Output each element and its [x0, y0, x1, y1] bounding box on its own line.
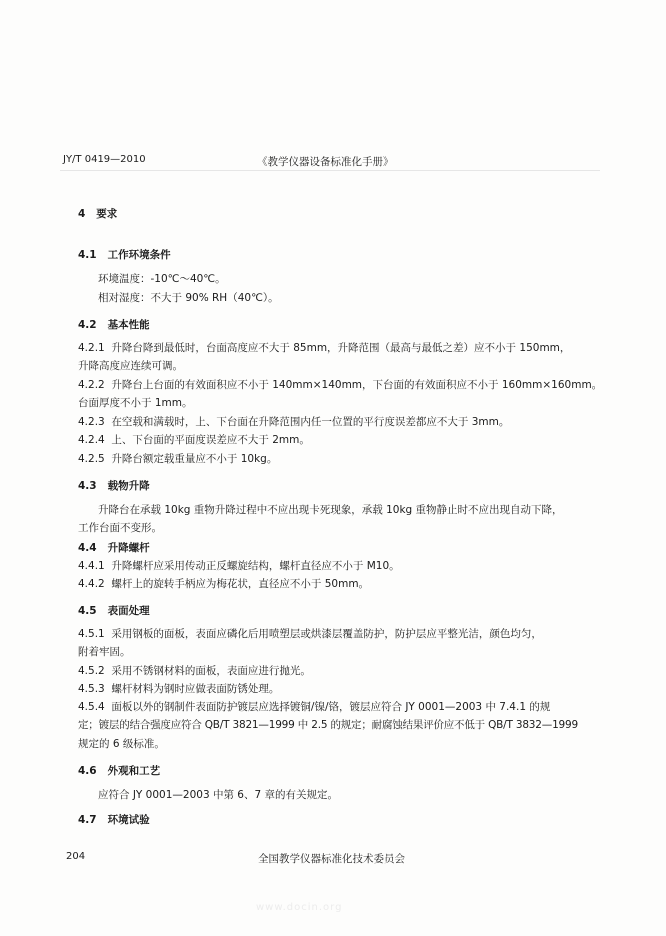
- clause-4-2-5: [78, 452, 277, 466]
- heading-4-3: [78, 479, 150, 493]
- paragraph-line: 环境温度：-10℃～40℃。: [98, 273, 226, 285]
- heading-4-1: [78, 248, 171, 262]
- paragraph-line: 相对湿度：不大于 90% RH（40℃）。: [98, 292, 279, 304]
- section-title: 工作环境条件: [107, 249, 171, 261]
- paragraph-line: 工作台面不变形。: [78, 522, 162, 534]
- heading-4-4: [78, 541, 150, 555]
- clause-text: 螺杆材料为钢时应做表面防锈处理。: [111, 683, 280, 695]
- clause-number: 4.5.2: [78, 665, 105, 677]
- heading-4-5: [78, 604, 150, 618]
- clause-4-4-2: [78, 577, 369, 591]
- section-number: 4.3: [78, 480, 97, 492]
- header-divider: [60, 170, 600, 171]
- clause-number: 4.2.4: [78, 434, 105, 446]
- section-number: 4: [78, 208, 86, 220]
- committee-name: 全国教学仪器标准化技术委员会: [258, 853, 405, 865]
- clause-4-4-1: [78, 559, 400, 573]
- section-number: 4.2: [78, 319, 97, 331]
- section-title: 环境试验: [107, 814, 150, 826]
- heading-4: [78, 207, 117, 221]
- section-title: 升降螺杆: [107, 542, 150, 554]
- paragraph-line: 台面厚度不小于 1mm。: [78, 397, 193, 409]
- clause-number: 4.5.1: [78, 628, 105, 640]
- clause-number: 4.2.1: [78, 342, 105, 354]
- clause-text: 面板以外的钢制件表面防护镀层应选择镀铜/镍/铬，镀层应符合 JY 0001—2003 中 7.4.1 的规: [111, 701, 551, 713]
- page-number: 204: [66, 851, 86, 862]
- clause-number: 4.5.4: [78, 701, 105, 713]
- section-number: 4.1: [78, 249, 97, 261]
- clause-4-5-3: [78, 682, 279, 696]
- clause-number: 4.4.1: [78, 560, 105, 572]
- clause-4-2-3: [78, 415, 509, 429]
- clause-number: 4.4.2: [78, 578, 105, 590]
- section-number: 4.4: [78, 542, 97, 554]
- clause-number: 4.5.3: [78, 683, 105, 695]
- paragraph-line: 规定的 6 级标准。: [78, 738, 165, 750]
- clause-number: 4.2.3: [78, 416, 105, 428]
- section-title: 载物升降: [107, 480, 150, 492]
- clause-text: 上、下台面的平面度误差应不大于 2mm。: [111, 434, 310, 446]
- clause-text: 在空载和满载时，上、下台面在升降范围内任一位置的平行度误差都应不大于 3mm。: [111, 416, 510, 428]
- clause-text: 采用钢板的面板，表面应磷化后用喷塑层或烘漆层覆盖防护，防护层应平整光洁，颜色均匀，: [111, 628, 542, 640]
- section-title: 要求: [96, 208, 118, 220]
- clause-4-5-4: [78, 700, 550, 714]
- section-number: 4.6: [78, 765, 97, 777]
- paragraph-line: 升降台在承载 10kg 重物升降过程中不应出现卡死现象，承载 10kg 重物静止时不应出现自动下降，: [98, 504, 563, 516]
- paragraph-line: 定；镀层的结合强度应符合 QB/T 3821—1999 中 2.5 的规定；耐腐蚀结果评价应不低于 QB/T 3832—1999: [78, 719, 578, 731]
- standard-code: JY/T 0419—2010: [63, 154, 146, 165]
- heading-4-6: [78, 764, 160, 778]
- paragraph-line: 应符合 JY 0001—2003 中第 6、7 章的有关规定。: [98, 789, 339, 801]
- handbook-title: 《教学仪器设备标准化手册》: [257, 156, 394, 168]
- section-title: 表面处理: [107, 605, 150, 617]
- clause-number: 4.2.5: [78, 453, 105, 465]
- clause-4-2-4: [78, 433, 310, 447]
- clause-text: 采用不锈钢材料的面板，表面应进行抛光。: [111, 665, 311, 677]
- section-title: 基本性能: [107, 319, 150, 331]
- clause-number: 4.2.2: [78, 379, 105, 391]
- paragraph-line: 附着牢固。: [78, 646, 131, 658]
- watermark-text: www.docin.org: [256, 902, 343, 913]
- clause-4-2-1: [78, 341, 570, 355]
- clause-4-5-2: [78, 664, 311, 678]
- clause-4-5-1: [78, 627, 542, 641]
- clause-text: 螺杆上的旋转手柄应为梅花状，直径应不小于 50mm。: [111, 578, 370, 590]
- clause-4-2-2: [78, 378, 602, 392]
- section-title: 外观和工艺: [107, 765, 161, 777]
- clause-text: 升降台降到最低时，台面高度应不大于 85mm，升降范围（最高与最低之差）应不小于 150mm，: [111, 342, 571, 354]
- clause-text: 升降台额定载重量应不小于 10kg。: [111, 453, 278, 465]
- clause-text: 升降台上台面的有效面积应不小于 140mm×140mm，下台面的有效面积应不小于 160mm×160mm。: [111, 379, 603, 391]
- paragraph-line: 升降高度应连续可调。: [78, 360, 183, 372]
- heading-4-7: [78, 813, 150, 827]
- section-number: 4.5: [78, 605, 97, 617]
- heading-4-2: [78, 318, 150, 332]
- clause-text: 升降螺杆应采用传动正反螺旋结构，螺杆直径应不小于 M10。: [111, 560, 400, 572]
- section-number: 4.7: [78, 814, 97, 826]
